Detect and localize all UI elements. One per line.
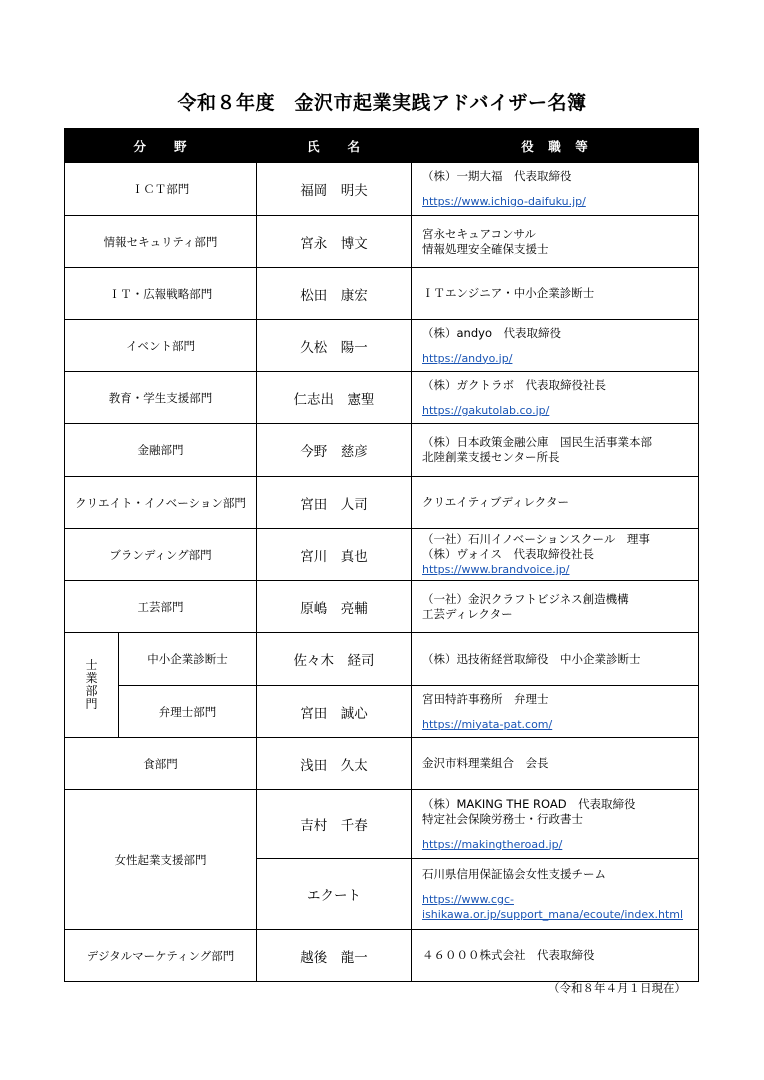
name-cell: 吉村 千春 bbox=[257, 790, 412, 859]
header-name: 氏 名 bbox=[257, 129, 412, 163]
role-cell bbox=[412, 320, 699, 372]
field-cell: ＩＣＴ部門 bbox=[65, 163, 257, 216]
role-line: 石川県信用保証協会女性支援チーム bbox=[422, 866, 607, 881]
role-cell bbox=[412, 529, 699, 581]
group-label-cell bbox=[65, 633, 119, 738]
role-cell bbox=[412, 372, 699, 424]
link-line: https://www.cgc- bbox=[422, 892, 514, 906]
field-cell: 情報セキュリティ部門 bbox=[65, 216, 257, 268]
table-row bbox=[65, 790, 699, 859]
name-cell: 今野 慈彦 bbox=[257, 424, 412, 477]
website-link[interactable]: https://andyo.jp/ bbox=[422, 351, 513, 365]
table-row bbox=[65, 216, 699, 268]
name-cell: 仁志出 憲聖 bbox=[257, 372, 412, 424]
name-cell: 福岡 明夫 bbox=[257, 163, 412, 216]
role-line: 宮永セキュアコンサル bbox=[422, 226, 536, 241]
role-cell bbox=[412, 686, 699, 738]
role-line: 特定社会保険労務士・行政書士 bbox=[422, 811, 584, 826]
role-line: （株）迅技術経営取締役 中小企業診断士 bbox=[422, 651, 641, 666]
table-row bbox=[65, 424, 699, 477]
role-line: 宮田特許事務所 弁理士 bbox=[422, 691, 549, 706]
role-line: 情報処理安全確保支援士 bbox=[422, 241, 549, 256]
role-line: 金沢市料理業組合 会長 bbox=[422, 756, 549, 770]
table-row bbox=[65, 477, 699, 529]
group-label-char: 士 bbox=[85, 658, 98, 672]
table-row bbox=[65, 163, 699, 216]
role-line: クリエイティブディレクター bbox=[422, 495, 569, 509]
role-cell bbox=[412, 477, 699, 529]
name-cell: 宮田 誠心 bbox=[257, 686, 412, 738]
role-line: （株）andyo 代表取締役 bbox=[422, 325, 561, 340]
group-label-char: 門 bbox=[85, 697, 98, 711]
field-cell: イベント部門 bbox=[65, 320, 257, 372]
role-cell bbox=[412, 216, 699, 268]
header-role: 役 職 等 bbox=[412, 129, 699, 163]
name-cell: 松田 康宏 bbox=[257, 268, 412, 320]
role-line: 北陸創業支援センター所長 bbox=[422, 450, 560, 464]
field-cell: 金融部門 bbox=[65, 424, 257, 477]
table-row bbox=[65, 930, 699, 982]
role-cell bbox=[412, 738, 699, 790]
table-row bbox=[65, 738, 699, 790]
table-row bbox=[65, 581, 699, 633]
role-line: （株）日本政策金融公庫 国民生活事業本部 bbox=[422, 435, 653, 449]
website-link[interactable]: https://miyata-pat.com/ bbox=[422, 717, 553, 731]
field-cell: 中小企業診断士 bbox=[119, 633, 257, 686]
website-link[interactable]: https://www.ichigo-daifuku.jp/ bbox=[422, 195, 586, 208]
website-link[interactable]: https://gakutolab.co.jp/ bbox=[422, 403, 550, 417]
role-cell bbox=[412, 930, 699, 982]
field-cell: 工芸部門 bbox=[65, 581, 257, 633]
role-line: （株）一期大福 代表取締役 bbox=[422, 169, 572, 183]
field-cell: ＩＴ・広報戦略部門 bbox=[65, 268, 257, 320]
table-row bbox=[65, 320, 699, 372]
field-cell: クリエイト・イノベーション部門 bbox=[65, 477, 257, 529]
role-cell bbox=[412, 268, 699, 320]
website-link[interactable]: https://makingtheroad.jp/ bbox=[422, 837, 563, 851]
role-cell bbox=[412, 581, 699, 633]
name-cell: 浅田 久太 bbox=[257, 738, 412, 790]
field-cell: 女性起業支援部門 bbox=[65, 790, 257, 930]
name-cell: エクート bbox=[257, 859, 412, 930]
role-line: （株）ガクトラボ 代表取締役社長 bbox=[422, 377, 607, 392]
group-label-char: 業 bbox=[85, 671, 98, 685]
website-link[interactable] bbox=[422, 892, 698, 922]
role-line: ４６０００株式会社 代表取締役 bbox=[422, 948, 595, 962]
role-line: （株）MAKING THE ROAD 代表取締役 bbox=[422, 796, 636, 811]
advisor-table bbox=[64, 128, 699, 982]
website-link[interactable]: https://www.brandvoice.jp/ bbox=[422, 563, 570, 576]
name-cell: 久松 陽一 bbox=[257, 320, 412, 372]
field-cell: 弁理士部門 bbox=[119, 686, 257, 738]
role-cell bbox=[412, 859, 699, 930]
role-cell bbox=[412, 633, 699, 686]
field-cell: ブランディング部門 bbox=[65, 529, 257, 581]
table-row bbox=[65, 686, 699, 738]
role-line: ＩＴエンジニア・中小企業診断士 bbox=[422, 286, 595, 300]
name-cell: 佐々木 経司 bbox=[257, 633, 412, 686]
role-cell bbox=[412, 790, 699, 859]
table-row bbox=[65, 529, 699, 581]
role-cell bbox=[412, 163, 699, 216]
name-cell: 越後 龍一 bbox=[257, 930, 412, 982]
field-cell: デジタルマーケティング部門 bbox=[65, 930, 257, 982]
name-cell: 宮田 人司 bbox=[257, 477, 412, 529]
link-line: ishikawa.or.jp/support_mana/ecoute/index.html bbox=[422, 907, 684, 921]
table-row bbox=[65, 633, 699, 686]
role-line: （株）ヴォイス 代表取締役社長 bbox=[422, 547, 594, 561]
field-cell: 食部門 bbox=[65, 738, 257, 790]
role-line: （一社）石川イノベーションスクール 理事 bbox=[422, 532, 650, 546]
role-line: （一社）金沢クラフトビジネス創造機構 bbox=[422, 591, 629, 606]
table-row bbox=[65, 372, 699, 424]
table-header-row bbox=[65, 129, 699, 163]
field-cell: 教育・学生支援部門 bbox=[65, 372, 257, 424]
role-cell bbox=[412, 424, 699, 477]
name-cell: 宮川 真也 bbox=[257, 529, 412, 581]
page-title: 令和８年度 金沢市起業実践アドバイザー名簿 bbox=[177, 92, 587, 114]
role-line: 工芸ディレクター bbox=[422, 606, 513, 621]
header-field: 分 野 bbox=[65, 129, 257, 163]
table-row bbox=[65, 268, 699, 320]
name-cell: 宮永 博文 bbox=[257, 216, 412, 268]
name-cell: 原嶋 亮輔 bbox=[257, 581, 412, 633]
as-of-date: （令和８年４月１日現在） bbox=[548, 981, 686, 995]
group-label-char: 部 bbox=[85, 684, 98, 698]
